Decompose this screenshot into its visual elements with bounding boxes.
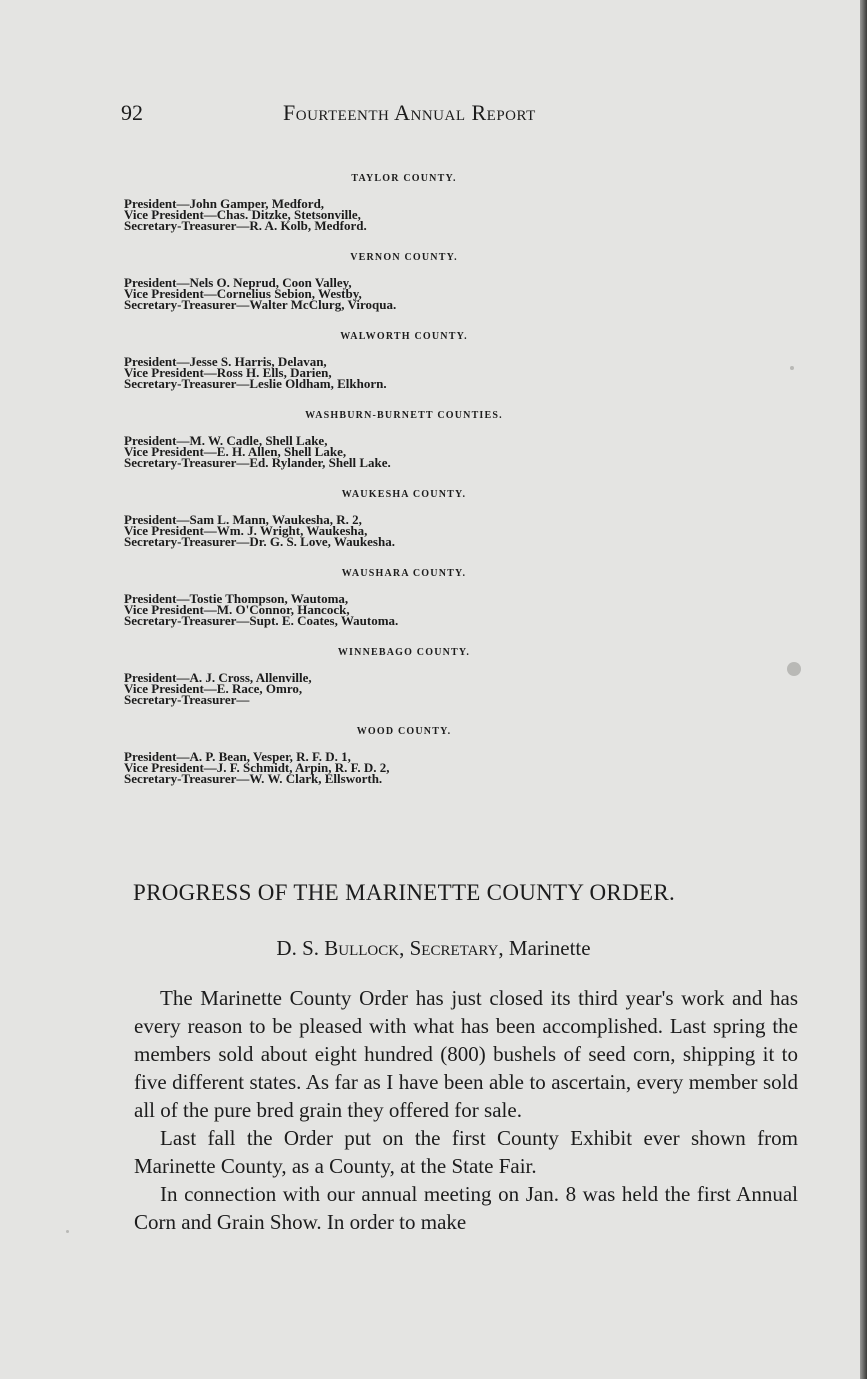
county-heading: WAUSHARA COUNTY. [341, 568, 467, 579]
officer-line: Vice President—E. H. Allen, Shell Lake, [124, 444, 347, 459]
officer-line: Vice President—Wm. J. Wright, Waukesha, [124, 523, 368, 538]
officer-line: President—Nels O. Neprud, Coon Valley, [124, 275, 352, 290]
article-title: PROGRESS OF THE MARINETTE COUNTY ORDER. [133, 880, 676, 905]
county-block [124, 721, 594, 800]
paper-speck [66, 1230, 69, 1233]
paper-speck [787, 662, 801, 676]
county-heading: WINNEBAGO COUNTY. [337, 647, 471, 658]
county-block [124, 405, 594, 484]
officer-line: Secretary-Treasurer—R. A. Kolb, Medford. [124, 218, 367, 233]
officer-line: Secretary-Treasurer—Leslie Oldham, Elkhorn. [124, 376, 387, 391]
officer-line: Vice President—Cornelius Sebion, Westby, [124, 286, 362, 301]
running-title: Fourteenth Annual Report [283, 100, 536, 125]
officer-line: Vice President—Chas. Ditzke, Stetsonville, [124, 207, 361, 222]
paragraph: The Marinette County Order has just closed its third year's work and has every reason to be pleased with what has been accomplished. Last spring the members sold about eight hundred (800) bushels of seed corn, shipping it to five different states. As far as I have been able to ascertain, every member sold all of the pure bred grain they offered for sale. [134, 986, 798, 1122]
officer-line: President—M. W. Cadle, Shell Lake, [124, 433, 328, 448]
page-number: 92 [121, 100, 143, 125]
county-block [124, 247, 594, 326]
officer-line: President—Sam L. Mann, Waukesha, R. 2, [124, 512, 362, 527]
county-block [124, 484, 594, 563]
county-block [124, 563, 594, 642]
officer-line: Vice President—J. F. Schmidt, Arpin, R. F. D. 2, [124, 760, 390, 775]
byline-place: Marinette [508, 936, 591, 960]
paragraph: Last fall the Order put on the first County Exhibit ever shown from Marinette County, as a County, at the State Fair. [134, 1126, 798, 1178]
officer-line: Secretary-Treasurer—Dr. G. S. Love, Waukesha. [124, 534, 395, 549]
article-body [134, 984, 798, 1236]
officer-line: Vice President—M. O'Connor, Hancock, [124, 602, 350, 617]
county-heading: WALWORTH COUNTY. [340, 331, 468, 342]
county-block [124, 642, 594, 721]
officer-line: President—A. J. Cross, Allenville, [124, 670, 312, 685]
officer-line: Secretary-Treasurer—W. W. Clark, Ellsworth. [124, 771, 383, 786]
officer-line: President—Jesse S. Harris, Delavan, [124, 354, 327, 369]
officer-line: Secretary-Treasurer—Walter McClurg, Viroqua. [124, 297, 397, 312]
officer-line: Vice President—E. Race, Omro, [124, 681, 303, 696]
county-heading: TAYLOR COUNTY. [351, 173, 457, 184]
county-officers-list [124, 168, 594, 800]
officer-line: Secretary-Treasurer—Ed. Rylander, Shell Lake. [124, 455, 391, 470]
county-block [124, 168, 594, 247]
officer-line: Secretary-Treasurer— [124, 692, 250, 707]
paragraph: In connection with our annual meeting on Jan. 8 was held the first Annual Corn and Grain Show. In order to make [134, 1182, 798, 1234]
county-heading: VERNON COUNTY. [350, 252, 458, 263]
paper-speck [790, 366, 794, 370]
county-heading: WASHBURN-BURNETT COUNTIES. [305, 410, 503, 421]
officer-line: Secretary-Treasurer—Supt. E. Coates, Wautoma. [124, 613, 399, 628]
county-block [124, 326, 594, 405]
page-edge [860, 0, 867, 1379]
byline [0, 936, 867, 961]
page-header [121, 100, 631, 134]
county-heading: WAUKESHA COUNTY. [341, 489, 467, 500]
officer-line: President—Tostie Thompson, Wautoma, [124, 591, 349, 606]
officer-line: President—A. P. Bean, Vesper, R. F. D. 1, [124, 749, 351, 764]
byline-name: D. S. Bullock, Secretary, [276, 936, 504, 960]
officer-line: President—John Gamper, Medford, [124, 196, 325, 211]
county-heading: WOOD COUNTY. [356, 726, 452, 737]
officer-line: Vice President—Ross H. Ells, Darien, [124, 365, 332, 380]
